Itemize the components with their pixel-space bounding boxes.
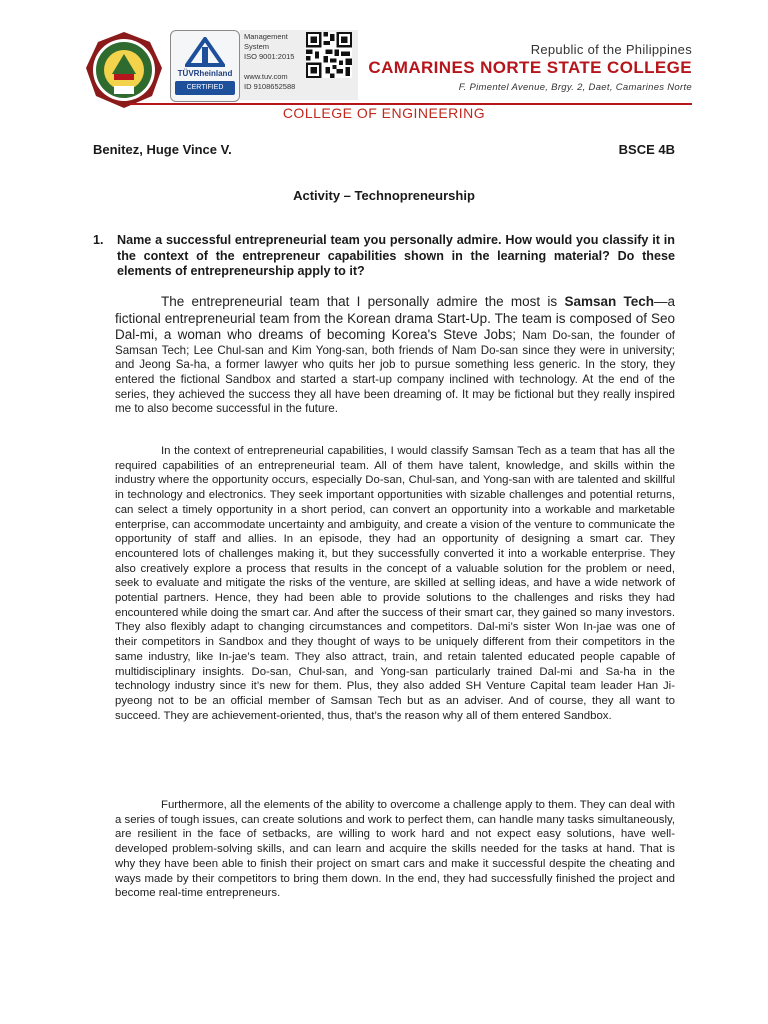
republic-label: Republic of the Philippines xyxy=(530,42,692,57)
answer-paragraph-1 xyxy=(115,294,675,417)
student-info xyxy=(93,142,675,157)
p1-lead-b: —a fictional entrepreneurial team from the Korean drama Start-Up. The team is composed of Seo Dal-mi, a woman who dreams of becoming Korea's Steve Jobs; xyxy=(115,294,675,343)
mgmt-line: Management xyxy=(244,32,288,41)
question-text: Name a successful entrepreneurial team you personally admire. How would you classify it in the context of the entrepreneur capabilities shown in the learning material? Do these elements of entrepreneurship apply to it? xyxy=(117,233,675,278)
answer-paragraph-2 xyxy=(115,444,675,723)
question-1 xyxy=(93,233,675,280)
activity-title: Activity – Technopreneurship xyxy=(293,188,475,203)
team-name: Samsan Tech xyxy=(564,294,654,309)
mgmt-url: www.tuv.com xyxy=(244,72,288,81)
qr-code-icon xyxy=(306,32,352,78)
p3-text: Furthermore, all the elements of the ability to overcome a challenge apply to them. They can deal with a series of tough issues, can create solutions and work to perfect them, can handle many tasks simultaneously, are resilient in the face of setbacks, are willing to work hard and not expect easy solutions, have well-developed problem-solving skills, and can learn and acquire the skills needed for the tasks at hand. That is why they have been able to finish their project on smart cars and make it successful despite the cheating and ways made by their competitors to bring them down. In the end, they had successfully finished the project and become real-time entrepreneurs. xyxy=(115,799,675,900)
answer-paragraph-3 xyxy=(115,798,675,901)
question-number: 1. xyxy=(93,233,104,247)
student-name: Benitez, Huge Vince V. xyxy=(93,142,232,157)
college-name: CAMARINES NORTE STATE COLLEGE xyxy=(368,58,692,77)
p1-lead-a: The entrepreneurial team that I personally admire the most is xyxy=(161,294,565,309)
tuv-certificate-logo xyxy=(170,30,240,102)
p2-text: In the context of entrepreneurial capabilities, I would classify Samsan Tech as a team that has all the required capabilities of an entrepreneurial team. All of them have talent, knowledge, and skills within the industry where the opportunity occurs, especially Do-san, Chul-san, and Yong-san with are talented and skillful in technology and electronics. They seek important opportunities with sizable challenges and potential returns, can select a timely opportunity in a short period, can convert an opportunity into a workable and marketable enterprise, can accommodate uncertainty and ambiguity, and create a vision of the venture to communicate the opportunity of staff and allies. In an episode, they had an opportunity of designing a smart car. They encountered lots of challenges making it, but they successfully converted it into a workable enterprise. They also creatively explore a process that results in the concept of a valuable solution for the problem or need, seek to evaluate and mitigate the risks of the venture, are skilled at selling ideas, and have a wide network of potential partners. Hence, they had been able to provide solutions to the challenges and risks they had encountered while doing the smart car. And after the success of their smart car, they gained so many investors. They also flexibly adapt to changing circumstances and competitors. Dal-mi’s sister Won In-jae was one of their competitors in Sandbox and they thought of ways to be uniquely different from their competitors in the same industry, like In-jae’s team. They also attract, train, and retain talented educated people capable of multidisciplinary insights. Do-san, Chul-san, and Yong-san particularly trained Dal-mi and Sa-ha in the technology industry since it’s new for them. Plus, they also added SH Venture Capital team leader Han Ji-pyeong not to be an official member of Samsan Tech but as an adviser. And of course, they all want to succeed. They are achievement-oriented, thus, that’s the reason why all of them entered Sandbox. xyxy=(115,445,675,722)
letterhead xyxy=(0,0,768,130)
p1-rest: Nam Do-san, the founder of Samsan Tech; Lee Chul-san and Kim Yong-san, both friends of Nam Do-san since they were in university; and Jeong Sa-ha, a former lawyer who quits her job to pursue something less generic. In the story, they entered the fictional Sandbox and started a start-up company inclined with technology. At the end of the series, they achieved the success they all have been dreaming of. It may be fictional but they really inspired me to also become successful in the future. xyxy=(115,329,675,416)
tuv-certified-label: CERTIFIED xyxy=(175,81,235,95)
tuv-brand: TÜVRheinland xyxy=(177,69,233,78)
college-address: F. Pimentel Avenue, Brgy. 2, Daet, Camarines Norte xyxy=(458,82,692,93)
management-system-info xyxy=(244,32,295,92)
department-name: COLLEGE OF ENGINEERING xyxy=(282,105,486,121)
mgmt-id: ID 9108652588 xyxy=(244,82,296,91)
tuv-triangle-icon xyxy=(185,37,225,67)
mgmt-line: ISO 9001:2015 xyxy=(244,52,295,61)
student-section: BSCE 4B xyxy=(618,142,675,157)
mgmt-line: System xyxy=(244,42,270,51)
college-seal-logo xyxy=(84,30,164,110)
